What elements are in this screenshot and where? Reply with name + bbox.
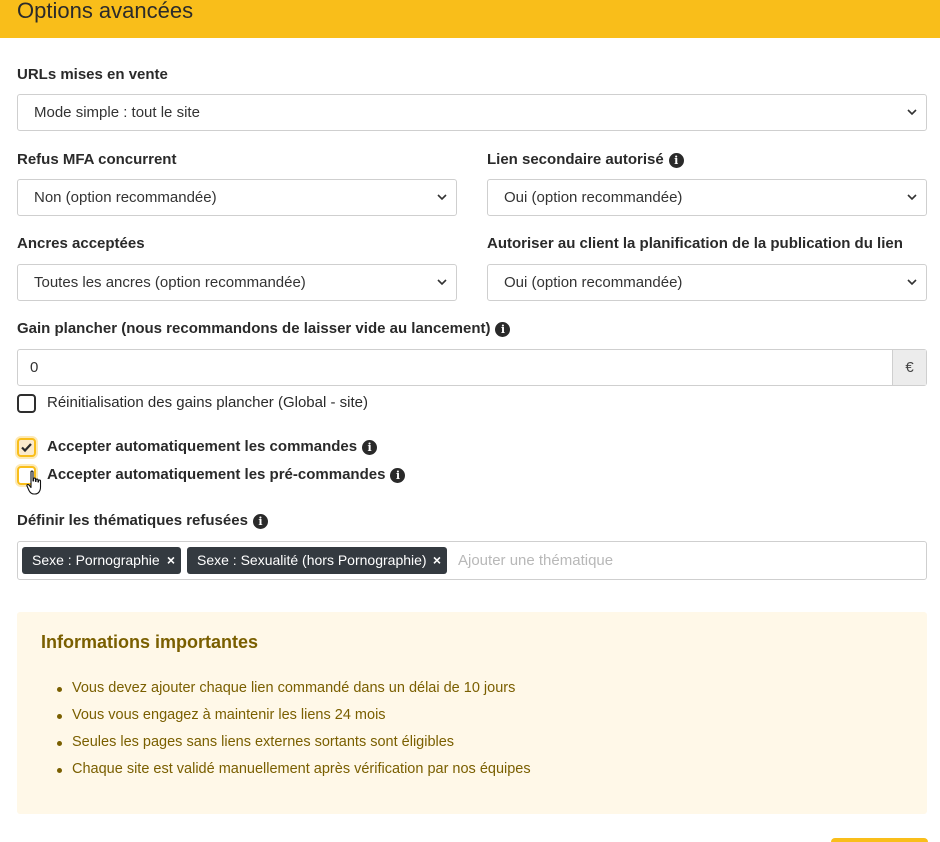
auto-accept-preorders-label[interactable]	[47, 465, 405, 485]
theme-tag-label: Sexe : Sexualité (hors Pornographie)	[197, 552, 427, 568]
mfa-label-text: Refus MFA concurrent	[17, 151, 177, 168]
floor-gain-input-group[interactable]	[17, 349, 927, 386]
themes-label	[17, 511, 268, 531]
planning-select-value: Oui (option recommandée)	[504, 274, 683, 291]
reset-floor-label[interactable]	[47, 393, 368, 413]
floor-gain-label	[17, 319, 510, 339]
themes-label-text: Définir les thématiques refusées	[17, 512, 248, 529]
theme-tag	[187, 547, 447, 574]
anchors-select-value: Toutes les ancres (option recommandée)	[34, 274, 306, 291]
planning-label-text: Autoriser au client la planification de la publication du lien	[487, 235, 903, 252]
list-item: Vous vous engagez à maintenir les liens 24 mois	[57, 702, 531, 729]
chevron-down-icon	[436, 276, 448, 288]
info-circle-icon[interactable]: i	[390, 468, 405, 483]
auto-accept-preorders-label-text: Accepter automatiquement les pré-commandes	[47, 466, 386, 483]
submit-button[interactable]	[831, 838, 928, 842]
theme-tag-label: Sexe : Pornographie	[32, 552, 160, 568]
important-info-panel	[17, 612, 927, 814]
urls-label-text: URLs mises en vente	[17, 66, 168, 83]
planning-select[interactable]	[487, 264, 927, 301]
auto-accept-orders-label[interactable]	[47, 437, 377, 457]
anchors-select[interactable]	[17, 264, 457, 301]
chevron-down-icon	[436, 191, 448, 203]
reset-floor-label-text: Réinitialisation des gains plancher (Global - site)	[47, 394, 368, 411]
floor-gain-input[interactable]: 0	[30, 359, 39, 376]
currency-addon: €	[892, 350, 926, 385]
section-header	[0, 0, 940, 38]
list-item: Chaque site est validé manuellement après vérification par nos équipes	[57, 756, 531, 783]
auto-accept-orders-checkbox[interactable]	[17, 438, 36, 457]
secondary-link-select[interactable]	[487, 179, 927, 216]
chevron-down-icon	[906, 276, 918, 288]
list-item: Vous devez ajouter chaque lien commandé dans un délai de 10 jours	[57, 675, 531, 702]
urls-label	[17, 65, 168, 85]
anchors-label-text: Ancres acceptées	[17, 235, 145, 252]
important-info-title: Informations importantes	[41, 632, 259, 652]
urls-select[interactable]	[17, 94, 927, 131]
secondary-link-label	[487, 150, 684, 170]
chevron-down-icon	[906, 106, 918, 118]
list-item: Seules les pages sans liens externes sortants sont éligibles	[57, 729, 531, 756]
info-circle-icon[interactable]: i	[495, 322, 510, 337]
urls-select-value: Mode simple : tout le site	[34, 104, 200, 121]
info-circle-icon[interactable]: i	[362, 440, 377, 455]
floor-gain-label-text: Gain plancher (nous recommandons de laisser vide au lancement)	[17, 320, 491, 337]
themes-tag-input[interactable]	[17, 541, 927, 580]
chevron-down-icon	[906, 191, 918, 203]
close-icon[interactable]: ×	[432, 552, 441, 568]
mfa-label	[17, 150, 176, 170]
anchors-label	[17, 234, 145, 254]
important-info-list	[57, 675, 531, 783]
section-title: Options avancées	[17, 0, 194, 23]
reset-floor-checkbox[interactable]	[17, 394, 36, 413]
check-icon	[20, 441, 33, 454]
info-circle-icon[interactable]: i	[253, 514, 268, 529]
secondary-link-label-text: Lien secondaire autorisé	[487, 151, 664, 168]
mfa-select[interactable]	[17, 179, 457, 216]
close-icon[interactable]: ×	[166, 552, 175, 568]
info-circle-icon[interactable]: i	[669, 153, 684, 168]
hand-pointer-icon	[26, 470, 46, 496]
planning-label	[487, 234, 903, 254]
theme-tag	[22, 547, 181, 574]
auto-accept-orders-label-text: Accepter automatiquement les commandes	[47, 438, 358, 455]
mfa-select-value: Non (option recommandée)	[34, 189, 217, 206]
themes-input-placeholder[interactable]: Ajouter une thématique	[458, 552, 614, 569]
secondary-link-select-value: Oui (option recommandée)	[504, 189, 683, 206]
